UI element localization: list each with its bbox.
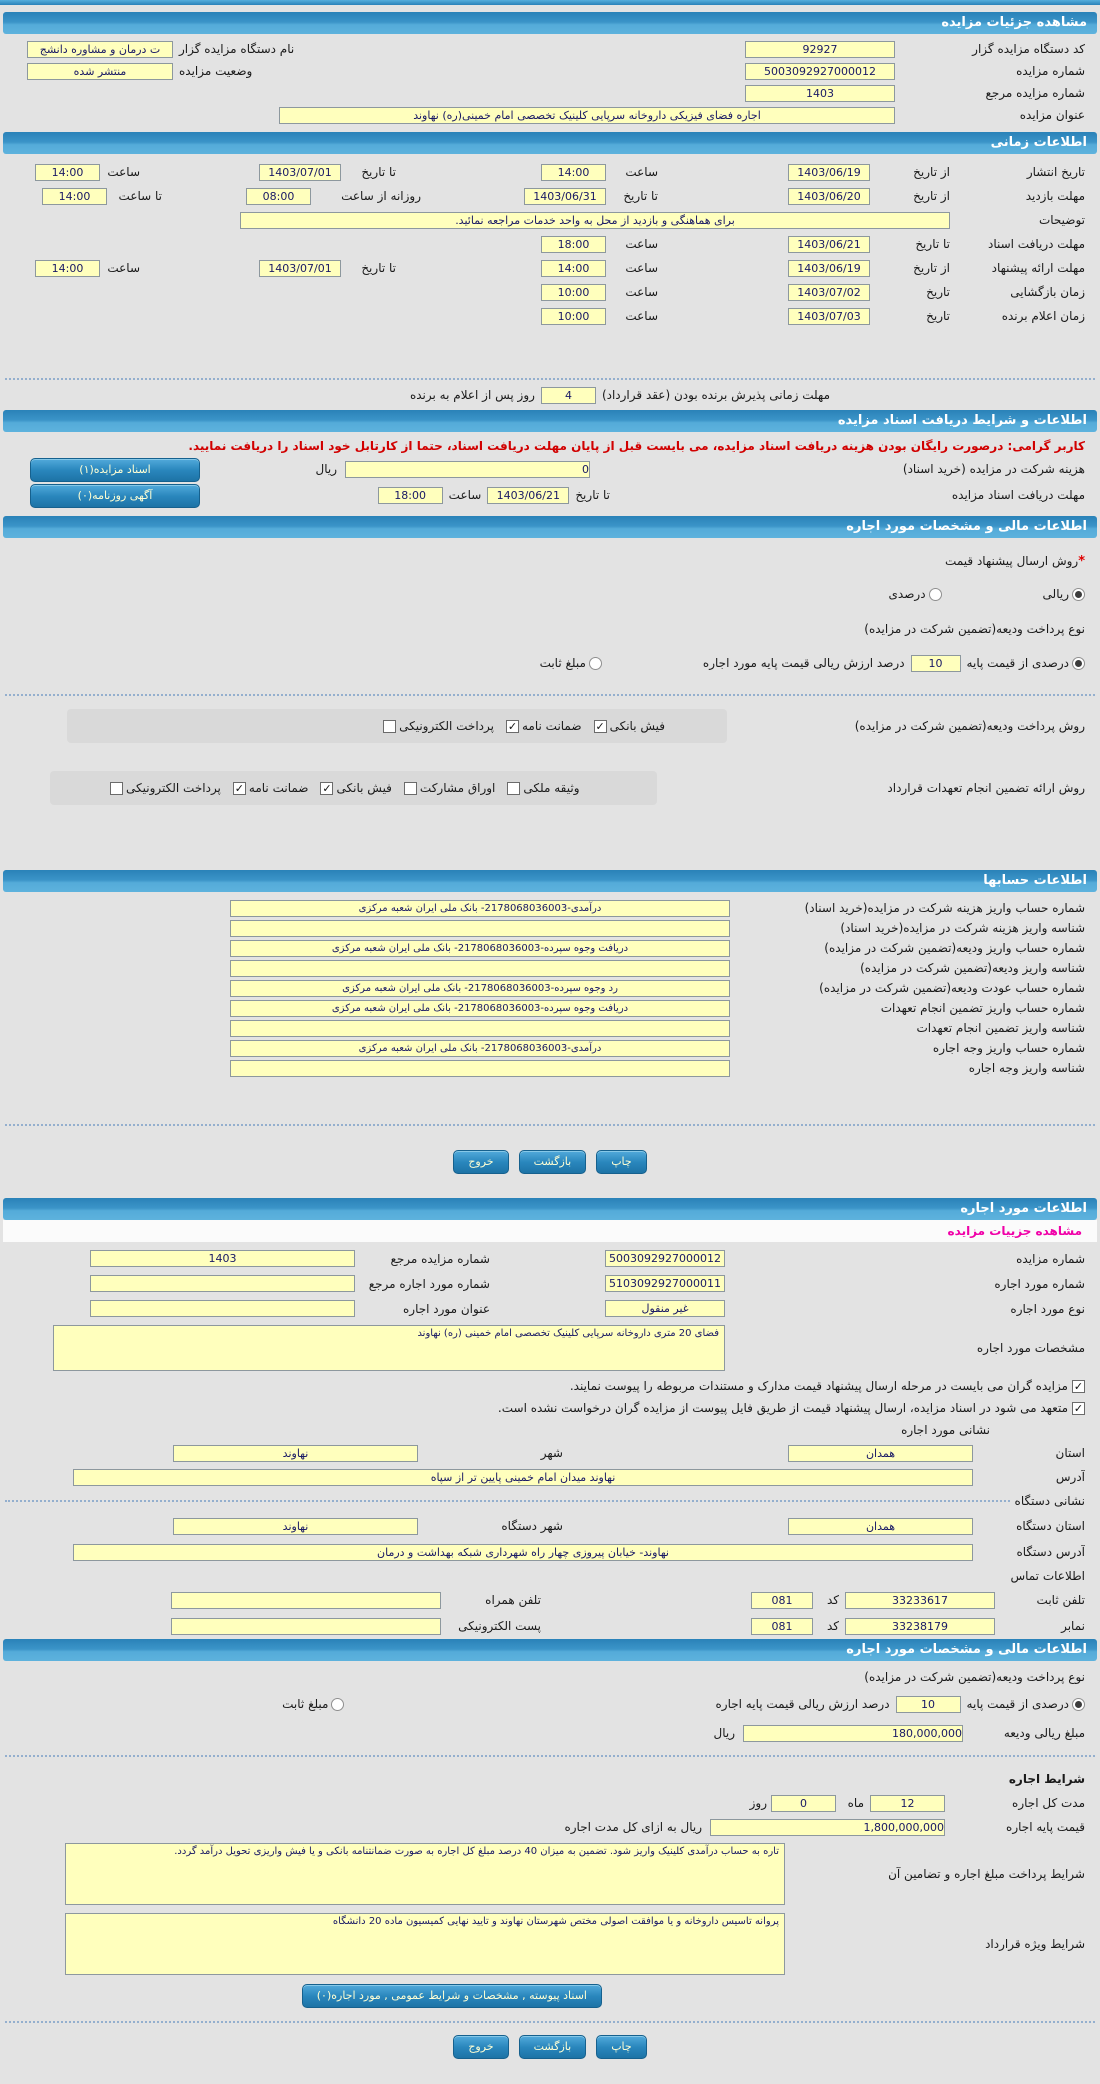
special-terms-label: شرایط ویژه قرارداد: [985, 1937, 1085, 1952]
phone-field[interactable]: 33233617: [845, 1592, 995, 1609]
rental-address-group-label: نشانی مورد اجاره: [901, 1423, 990, 1438]
attach-note-row: [0, 1375, 1100, 1397]
attach-note-checkbox[interactable]: [1072, 1380, 1085, 1393]
guarantee-bank-slip-checkbox[interactable]: ✓ فیش بانکی: [320, 781, 391, 795]
rental-specs-label: مشخصات مورد اجاره: [976, 1341, 1085, 1356]
ref-no-label: شماره مزایده مرجع: [985, 86, 1085, 100]
visit-from-label: از تاریخ: [913, 189, 950, 203]
deposit-amount-label: مبلغ ریالی ودیعه: [1003, 1726, 1085, 1741]
org-address-group-row: [0, 1489, 1100, 1513]
account-row: [0, 978, 1100, 998]
base-price-field[interactable]: 1,800,000,000: [710, 1819, 945, 1836]
no-file-note-row: [0, 1397, 1100, 1419]
rental-item-ref-field[interactable]: [90, 1275, 355, 1292]
docs-time-field[interactable]: 18:00: [541, 236, 606, 253]
rental-item-type-row: [0, 1296, 1100, 1321]
special-terms-row: [0, 1909, 1100, 1979]
docs-time-label: ساعت: [625, 237, 658, 251]
no-file-note-label: متعهد می شود در اسناد مزایده، ارسال پیشنهاد قیمت از طریق فایل پیوست از مزایده گران درخواست نشده است.: [497, 1401, 1068, 1416]
pay-bank-slip-checkbox[interactable]: ✓ فیش بانکی: [594, 719, 665, 733]
ref-no-row: [0, 82, 1100, 104]
auction-no-field[interactable]: 5003092927000012: [745, 63, 895, 80]
attached-docs-button[interactable]: اسناد پیوسته , مشخصات و شرایط عمومی , مورد اجاره(۰): [302, 1984, 602, 2008]
province-label: استان: [1055, 1446, 1085, 1461]
rental-address-group-row: [0, 1419, 1100, 1441]
rent-terms-group-row: [0, 1767, 1100, 1791]
phone-label: تلفن ثابت: [1036, 1593, 1085, 1608]
auction-no-label: شماره مزایده: [1016, 64, 1085, 78]
acceptance-days-field[interactable]: 4: [541, 387, 596, 404]
phone-row: [0, 1587, 1100, 1613]
section-header-financial-info: اطلاعات مالی و مشخصات مورد اجاره: [3, 516, 1097, 538]
org-province-label: استان دستگاه: [1016, 1519, 1085, 1534]
docs-to-label: تا تاریخ: [915, 237, 950, 251]
fee-unit-label: ریال: [315, 462, 337, 476]
auction-docs-button[interactable]: اسناد مزایده(۱): [30, 458, 200, 482]
account-row: [0, 918, 1100, 938]
offer-label: مهلت ارائه پیشنهاد: [991, 261, 1085, 275]
rental-item-title-label: عنوان مورد اجاره: [402, 1301, 490, 1316]
rental-item-no-row: [0, 1271, 1100, 1296]
rental-financial-body: [0, 1661, 1100, 2071]
account-field[interactable]: [230, 1020, 730, 1037]
notes-row: [0, 208, 1100, 232]
pay-guarantee-letter-checkbox[interactable]: ✓ ضمانت نامه: [506, 719, 582, 733]
docs-warning-text: کاربر گرامی: درصورت رایگان بودن هزینه دریافت اسناد مزایده، می بایست قبل از پایان مهلت دریافت اسناد، حتما از کارتابل خود اسناد را دریافت نمایید.: [188, 439, 1085, 453]
address-label: آدرس: [1055, 1470, 1085, 1485]
percent-option-label: درصدی: [888, 587, 926, 601]
city-label: شهر: [540, 1446, 563, 1461]
account-row: [0, 998, 1100, 1018]
footer-actions: [0, 2035, 1100, 2059]
publish-from-time-field[interactable]: 14:00: [541, 164, 606, 181]
opening-time-field[interactable]: 10:00: [541, 284, 606, 301]
account-row: [0, 938, 1100, 958]
newspaper-ad-button[interactable]: آگهی روزنامه(۰): [30, 484, 200, 508]
status-field[interactable]: منتشر شده: [27, 63, 173, 80]
account-label: شماره حساب واریز وجه اجاره: [932, 1041, 1085, 1055]
rent-days-field[interactable]: 0: [771, 1795, 836, 1812]
financial-info-body: [0, 538, 1100, 870]
acceptance-suffix-label: روز پس از اعلام به برنده: [409, 388, 535, 402]
account-row: [0, 1058, 1100, 1078]
pay-electronic-checkbox[interactable]: پرداخت الکترونیکی: [383, 719, 494, 733]
visit-deadline-row: [0, 184, 1100, 208]
acceptance-deadline-row: [0, 380, 1100, 410]
mobile-label: تلفن همراه: [485, 1593, 541, 1608]
winner-time-label: ساعت: [625, 309, 658, 323]
rental-base-percent-suffix-label: درصد ارزش ریالی قیمت پایه اجاره: [715, 1697, 890, 1712]
auction-title-label: عنوان مزایده: [1019, 108, 1085, 122]
guarantee-property-checkbox[interactable]: وثیقه ملکی: [507, 781, 579, 795]
rental-ref-no-field[interactable]: 1403: [90, 1250, 355, 1267]
contact-group-label: اطلاعات تماس: [1010, 1569, 1085, 1584]
org-name-label: نام دستگاه مزایده گزار: [179, 42, 295, 56]
publish-from-time-label: ساعت: [625, 165, 658, 179]
province-field[interactable]: همدان: [788, 1445, 973, 1462]
org-province-row: [0, 1513, 1100, 1539]
dotted-divider: [5, 1500, 1010, 1502]
winner-label: زمان اعلام برنده: [1001, 309, 1085, 323]
rental-fixed-amount-radio[interactable]: [331, 1698, 344, 1711]
rental-province-row: [0, 1441, 1100, 1465]
rental-item-no-label: شماره مورد اجاره: [994, 1276, 1085, 1291]
deposit-type-row: [0, 612, 1100, 646]
rental-specs-textarea[interactable]: فضای 20 متری داروخانه سرپایی کلینیک تخصصی امام خمینی (ره) نهاوند: [53, 1325, 725, 1371]
price-method-label: روش ارسال پیشنهاد قیمت: [945, 554, 1079, 568]
base-price-row: [0, 1815, 1100, 1839]
account-field[interactable]: دریافت وجوه سپرده-2178068036003- بانک ملی ایران شعبه مرکزی: [230, 940, 730, 957]
time-info-body: [0, 154, 1100, 410]
account-field[interactable]: [230, 1060, 730, 1077]
base-percent-suffix-label: درصد ارزش ریالی قیمت پایه مورد اجاره: [702, 656, 905, 670]
rental-base-percent-field[interactable]: 10: [896, 1696, 961, 1713]
publish-to-time-field[interactable]: 14:00: [35, 164, 100, 181]
auction-no-row: [0, 60, 1100, 82]
deposit-pay-method-label: روش پرداخت ودیعه(تضمین شرکت در مزایده): [854, 719, 1085, 733]
rial-option-label: ریالی: [1042, 587, 1069, 601]
payment-terms-textarea[interactable]: تاره به حساب درآمدی کلینیک واریز شود. تضمین به میزان 40 درصد مبلغ کل اجاره به صورت ضمانتنامه بانکی و یا فیش واریزی تحویل درآمد گردد.: [65, 1843, 785, 1905]
visit-to-date-field[interactable]: 1403/06/31: [524, 188, 606, 205]
publish-from-date-field[interactable]: 1403/06/19: [788, 164, 870, 181]
offer-from-label: از تاریخ: [913, 261, 950, 275]
org-city-field[interactable]: نهاوند: [173, 1518, 418, 1535]
base-percent-radio[interactable]: [1072, 657, 1085, 670]
section-header-auction-details: مشاهده جزئیات مزایده: [3, 12, 1097, 34]
rental-address-row: [0, 1465, 1100, 1489]
rental-deposit-options-row: [0, 1689, 1100, 1719]
auction-details-body: [0, 34, 1100, 132]
fixed-amount-radio[interactable]: [589, 657, 602, 670]
opening-label: زمان بازگشایی: [1010, 285, 1085, 299]
rent-duration-label: مدت کل اجاره: [1012, 1796, 1085, 1811]
base-percent-field[interactable]: 10: [911, 655, 961, 672]
visit-to-time-label: تا ساعت: [118, 189, 162, 203]
rental-specs-row: [0, 1321, 1100, 1375]
rental-auction-no-row: [0, 1246, 1100, 1271]
account-label: شناسه واریز ودیعه(تضمین شرکت در مزایده): [860, 961, 1085, 975]
deposit-amount-field[interactable]: 180,000,000: [743, 1725, 963, 1742]
section-header-accounts: اطلاعات حسابها: [3, 870, 1097, 892]
account-row: [0, 1038, 1100, 1058]
city-field[interactable]: نهاوند: [173, 1445, 418, 1462]
notes-label: توضیحات: [1038, 213, 1085, 227]
section-header-docs-terms: اطلاعات و شرایط دریافت اسناد مزایده: [3, 410, 1097, 432]
docs-terms-body: [0, 432, 1100, 516]
print-button[interactable]: چاپ: [596, 1150, 647, 1174]
docs-receive-time-label: ساعت: [448, 488, 482, 502]
deposit-pay-method-row: [0, 708, 1100, 744]
winner-time-field[interactable]: 10:00: [541, 308, 606, 325]
section-header-rental-financial: اطلاعات مالی و مشخصات مورد اجاره: [3, 1639, 1097, 1661]
winner-date-label: تاریخ: [926, 309, 950, 323]
fax-field[interactable]: 33238179: [845, 1618, 995, 1635]
org-address-group-label: نشانی دستگاه: [1014, 1494, 1085, 1509]
contract-guarantee-band: [50, 771, 657, 805]
publish-date-row: [0, 160, 1100, 184]
price-method-options-row: [0, 576, 1100, 612]
docs-warning-row: [0, 436, 1100, 456]
account-row: [0, 958, 1100, 978]
device-code-row: [0, 38, 1100, 60]
account-row: [0, 898, 1100, 918]
rental-deposit-type-label: نوع پرداخت ودیعه(تضمین شرکت در مزایده): [864, 1670, 1085, 1685]
deposit-type-options-row: [0, 646, 1100, 680]
account-label: شناسه واریز تضمین انجام تعهدات: [916, 1021, 1085, 1035]
org-address-field[interactable]: نهاوند- خیابان پیروزی چهار راه شهرداری شبکه بهداشت و درمان: [73, 1544, 973, 1561]
attach-note-label: مزایده گران می بایست در مرحله ارسال پیشنهاد قیمت مدارک و مستندات مربوطه را پیوست نمایند.: [569, 1379, 1068, 1394]
phone-code-label: کد: [826, 1593, 839, 1608]
org-address-row: [0, 1539, 1100, 1565]
email-label: پست الکترونیکی: [458, 1619, 541, 1634]
docs-deadline-row: [0, 232, 1100, 256]
offer-to-time-field[interactable]: 14:00: [35, 260, 100, 277]
contract-guarantee-label: روش ارائه تضمین انجام تعهدات قرارداد: [887, 781, 1085, 795]
phone-code-field[interactable]: 081: [751, 1592, 813, 1609]
fee-field[interactable]: 0: [345, 461, 590, 478]
publish-date-label: تاریخ انتشار: [1026, 165, 1085, 179]
section-header-rental-item: اطلاعات مورد اجاره: [3, 1198, 1097, 1220]
docs-date-field[interactable]: 1403/06/21: [788, 236, 870, 253]
deposit-unit-label: ریال: [713, 1726, 735, 1741]
fax-row: [0, 1613, 1100, 1639]
accounts-body: [0, 892, 1100, 1198]
account-label: شماره حساب واریز هزینه شرکت در مزایده(خرید اسناد): [804, 901, 1085, 915]
rental-deposit-type-row: [0, 1665, 1100, 1689]
address-field[interactable]: نهاوند میدان امام خمینی پایین تر از سپاه: [73, 1469, 973, 1486]
fax-label: نمابر: [1061, 1619, 1085, 1634]
attached-docs-row: [0, 1979, 1100, 2013]
base-price-unit-label: ریال به ازای کل مدت اجاره: [564, 1820, 702, 1835]
docs-deadline-label: مهلت دریافت اسناد: [987, 237, 1085, 251]
offer-deadline-row: [0, 256, 1100, 280]
email-field[interactable]: [171, 1618, 441, 1635]
publish-to-label: تا تاریخ: [361, 165, 396, 179]
status-label: وضعیت مزایده: [179, 64, 253, 78]
device-code-label: کد دستگاه مزایده گزار: [972, 42, 1085, 56]
account-row: [0, 1018, 1100, 1038]
publish-to-date-field[interactable]: 1403/07/01: [259, 164, 341, 181]
mobile-field[interactable]: [171, 1592, 441, 1609]
visit-daily-label: روزانه از ساعت: [341, 189, 421, 203]
exit-button[interactable]: خروج: [453, 1150, 508, 1174]
opening-date-label: تاریخ: [926, 285, 950, 299]
rent-days-label: روز: [749, 1796, 767, 1811]
rental-item-ref-label: شماره مورد اجاره مرجع: [368, 1276, 490, 1291]
rental-item-no-field[interactable]: 5103092927000011: [605, 1275, 725, 1292]
acceptance-label: مهلت زمانی پذیرش برنده بودن (عقد قرارداد): [601, 388, 830, 402]
account-label: شماره حساب عودت ودیعه(تضمین شرکت در مزایده): [819, 981, 1085, 995]
back-button[interactable]: بازگشت: [519, 1150, 587, 1174]
org-province-field[interactable]: همدان: [788, 1518, 973, 1535]
deposit-pay-method-band: [67, 709, 727, 743]
rental-base-percent-option-label: درصدی از قیمت پایه: [966, 1697, 1069, 1712]
fee-label: هزینه شرکت در مزایده (خرید اسناد): [902, 462, 1085, 476]
price-method-row: [0, 546, 1100, 576]
docs-receive-to-label: تا تاریخ: [575, 488, 610, 502]
payment-terms-label: شرایط پرداخت مبلغ اجاره و تضامین آن: [888, 1867, 1085, 1882]
rental-item-type-label: نوع مورد اجاره: [1010, 1301, 1085, 1316]
visit-to-time-field[interactable]: 14:00: [42, 188, 107, 205]
account-field[interactable]: دریافت وجوه سپرده-2178068036003- بانک ملی ایران شعبه مرکزی: [230, 1000, 730, 1017]
auction-title-row: [0, 104, 1100, 126]
rent-months-field[interactable]: 12: [870, 1795, 945, 1812]
offer-to-date-field[interactable]: 1403/07/01: [259, 260, 341, 277]
org-name-field[interactable]: ت درمان و مشاوره دانشج: [27, 41, 173, 58]
account-field[interactable]: رد وجوه سپرده-2178068036003- بانک ملی ایران شعبه مرکزی: [230, 980, 730, 997]
contact-group-row: [0, 1565, 1100, 1587]
fixed-amount-option-label: مبلغ ثابت: [539, 656, 586, 670]
payment-terms-row: [0, 1839, 1100, 1909]
fax-code-label: کد: [826, 1619, 839, 1634]
publish-from-label: از تاریخ: [913, 165, 950, 179]
details-link-row: [3, 1220, 1097, 1242]
offer-to-time-label: ساعت: [107, 261, 140, 275]
no-file-note-checkbox[interactable]: [1072, 1402, 1085, 1415]
footer-print-button[interactable]: چاپ: [596, 2035, 647, 2059]
account-label: شماره حساب واریز ودیعه(تضمین شرکت در مزایده): [824, 941, 1085, 955]
visit-to-label: تا تاریخ: [623, 189, 658, 203]
account-field[interactable]: درآمدی-2178068036003- بانک ملی ایران شعبه مرکزی: [230, 900, 730, 917]
docs-receive-label: مهلت دریافت اسناد مزایده: [951, 488, 1085, 502]
guarantee-electronic-checkbox[interactable]: پرداخت الکترونیکی: [110, 781, 221, 795]
guarantee-letter-checkbox[interactable]: ✓ ضمانت نامه: [233, 781, 309, 795]
account-field[interactable]: [230, 960, 730, 977]
footer-back-button[interactable]: بازگشت: [519, 2035, 587, 2059]
deposit-type-label: نوع پرداخت ودیعه(تضمین شرکت در مزایده): [864, 622, 1085, 636]
org-address-label: آدرس دستگاه: [1016, 1545, 1085, 1560]
rental-item-type-field[interactable]: غیر منقول: [605, 1300, 725, 1317]
rental-fixed-amount-option-label: مبلغ ثابت: [282, 1697, 329, 1712]
rental-auction-no-label: شماره مزایده: [1016, 1251, 1085, 1266]
publish-to-time-label: ساعت: [107, 165, 140, 179]
opening-date-field[interactable]: 1403/07/02: [788, 284, 870, 301]
auction-title-field[interactable]: اجاره فضای فیزیکی داروخانه سرپایی کلینیک تخصصی امام خمینی(ره) نهاوند: [279, 107, 895, 124]
rental-auction-no-field[interactable]: 5003092927000012: [605, 1250, 725, 1267]
percent-radio[interactable]: [929, 588, 942, 601]
account-field[interactable]: [230, 920, 730, 937]
offer-from-time-field[interactable]: 14:00: [541, 260, 606, 277]
device-code-field[interactable]: 92927: [745, 41, 895, 58]
required-star: *: [1078, 553, 1085, 569]
offer-from-time-label: ساعت: [625, 261, 658, 275]
winner-date-field[interactable]: 1403/07/03: [788, 308, 870, 325]
visit-from-date-field[interactable]: 1403/06/20: [788, 188, 870, 205]
fax-code-field[interactable]: 081: [751, 1618, 813, 1635]
guarantee-bonds-checkbox[interactable]: اوراق مشارکت: [404, 781, 495, 795]
base-percent-option-label: درصدی از قیمت پایه: [966, 656, 1069, 670]
ref-no-field[interactable]: 1403: [745, 85, 895, 102]
top-accent-bar: [0, 0, 1100, 5]
special-terms-textarea[interactable]: پروانه تاسیس داروخانه و یا موافقت اصولی مختص شهرستان نهاوند و تایید نهایی کمیسیون ماده 20 دانشگاه: [65, 1913, 785, 1975]
winner-announce-row: [0, 304, 1100, 328]
docs-receive-date-field[interactable]: 1403/06/21: [487, 487, 569, 504]
rental-item-body: [0, 1242, 1100, 1639]
visit-daily-from-field[interactable]: 08:00: [246, 188, 311, 205]
fee-row: [0, 456, 1100, 482]
opening-time-row: [0, 280, 1100, 304]
rental-ref-no-label: شماره مزایده مرجع: [390, 1251, 490, 1266]
rent-terms-group-label: شرایط اجاره: [1008, 1772, 1085, 1787]
view-auction-details-link[interactable]: مشاهده جزییات مزایده: [947, 1224, 1082, 1239]
footer-exit-button[interactable]: خروج: [453, 2035, 508, 2059]
rental-base-percent-radio[interactable]: [1072, 1698, 1085, 1711]
docs-receive-time-field[interactable]: 18:00: [378, 487, 443, 504]
org-city-label: شهر دستگاه: [501, 1519, 563, 1534]
section-header-time-info: اطلاعات زمانی: [3, 132, 1097, 154]
offer-from-date-field[interactable]: 1403/06/19: [788, 260, 870, 277]
docs-receive-deadline-row: [0, 482, 1100, 508]
accounts-actions: [0, 1150, 1100, 1174]
contract-guarantee-row: [0, 770, 1100, 806]
account-label: شناسه واریز هزینه شرکت در مزایده(خرید اسناد): [840, 921, 1085, 935]
rent-months-label: ماه: [847, 1796, 864, 1811]
rial-radio[interactable]: [1072, 588, 1085, 601]
base-price-label: قیمت پایه اجاره: [1006, 1820, 1085, 1835]
account-label: شماره حساب واریز تضمین انجام تعهدات: [880, 1001, 1085, 1015]
deposit-amount-row: [0, 1719, 1100, 1747]
rent-duration-row: [0, 1791, 1100, 1815]
account-field[interactable]: درآمدی-2178068036003- بانک ملی ایران شعبه مرکزی: [230, 1040, 730, 1057]
visit-label: مهلت بازدید: [1025, 189, 1085, 203]
notes-field[interactable]: برای هماهنگی و بازدید از محل به واحد خدمات مراجعه نمائید.: [240, 212, 950, 229]
opening-time-label: ساعت: [625, 285, 658, 299]
offer-to-label: تا تاریخ: [361, 261, 396, 275]
rental-item-title-field[interactable]: [90, 1300, 355, 1317]
account-label: شناسه واریز وجه اجاره: [968, 1061, 1085, 1075]
